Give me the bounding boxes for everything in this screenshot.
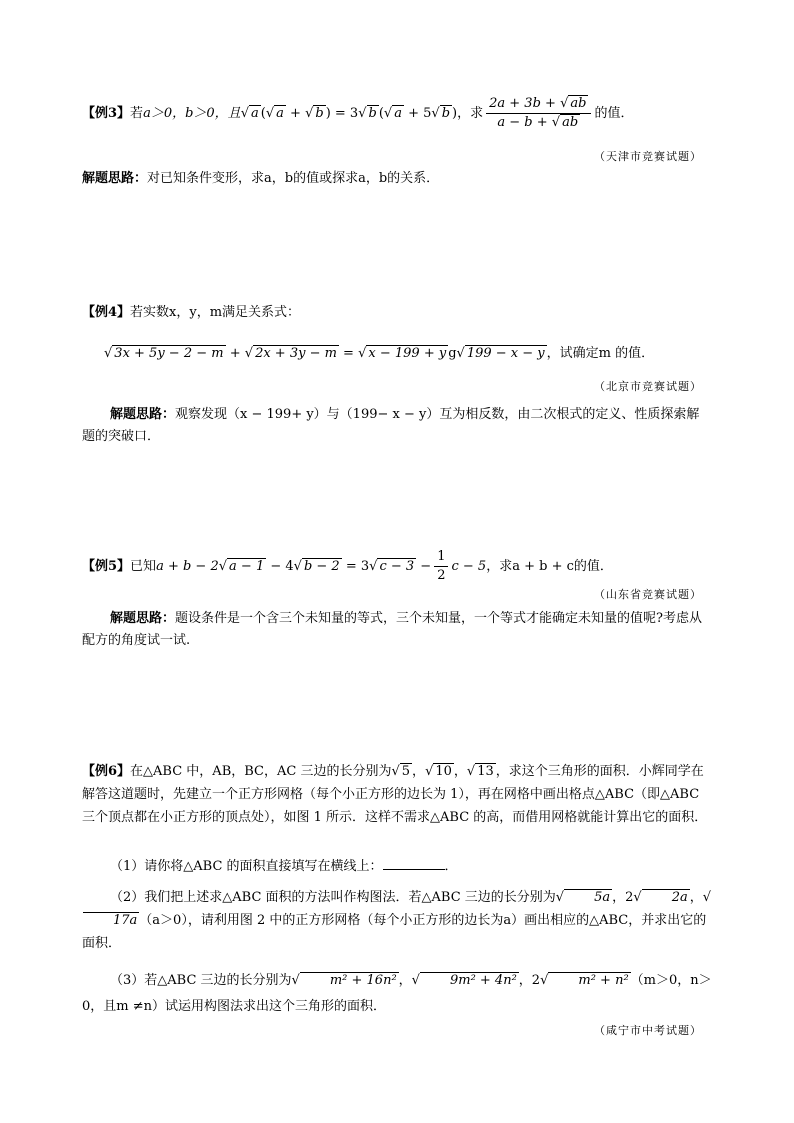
example-6-text-2: ，求这个三角形的面积．小辉同学在解答这道题时，先建立一个正方形网格（每个小正方形的边长为 1），再在网格中画出格点△ABC（即△ABC 三个顶点都在小正方形的顶点处），如图 1 所示．这样不需求△ABC 的高，而借用网格就能计算出它的面积．: [82, 764, 708, 825]
example-5-lead: 已知: [130, 559, 157, 574]
example-6-question-2: （2）我们把上述求△ABC 面积的方法叫作构图法．若△ABC 三边的长分别为√ 5a ，2√ 2a ，√17a （a＞0），请利用图 2 中的正方形网格（每个小正方形的边长为a）画出相应的△ABC，并求出它的面积．: [82, 890, 712, 951]
tail: 的值．: [594, 106, 634, 121]
sqrt-term-2: 2x + 3y − m: [255, 346, 337, 361]
fraction-denominator: 2: [437, 568, 446, 583]
sqrt-b-3: b: [441, 106, 451, 121]
fraction-numerator: 1: [434, 548, 448, 567]
product-dot: g: [448, 346, 457, 361]
q3-sep-2: ，2: [518, 973, 541, 988]
sqrt-10: 10: [435, 764, 452, 779]
term-2: − 4: [270, 559, 294, 574]
eq-mid: = 3: [334, 106, 359, 121]
sqrt-expr-3: m² + n²: [548, 972, 630, 989]
sqrt-term-3: x − 199 + y: [368, 346, 447, 361]
hint-label: 解题思路：: [110, 407, 176, 422]
example-3-label: 【例3】: [82, 106, 131, 121]
hint-label: 解题思路：: [110, 611, 176, 626]
example-6-statement: 【例6】在△ABC 中，AB，BC，AC 三边的长分别为√ 5 ，√ 10 ，√ 13 ，求这个三角形的面积．小辉同学在解答这道题时，先建立一个正方形网格（每个小正方形的边长为 1），再在网格中画出格点△ABC（即△ABC 三个顶点都在小正方形的顶点处），如图 1 所示．这样不需求△ABC 的高，而借用网格就能计算出它的面积．: [82, 764, 708, 825]
example-4-equation: √ 3x + 5y − 2 − m + √ 2x + 3y − m = √ x − 199 + y g√ 199 − x − y ，试确定m 的值．: [104, 346, 655, 361]
example-3-lead: 若: [130, 106, 144, 121]
sqrt-a-1: a − 1: [229, 559, 265, 574]
sqrt-b-2: b − 2: [303, 559, 340, 574]
example-4-intro: [82, 302, 712, 324]
sqrt-17a: 17a: [83, 912, 139, 929]
question-3-text-2: （m＞0，n＞0，且m ≠n）试运用构图法求出这个三角形的面积．: [82, 973, 712, 1014]
sqrt-5a: 5a: [564, 889, 612, 906]
example-3-statement: 【例3】若a＞0，b＞0，且√ a (√ a + √ b ) = 3√ b (√ a + 5√ b )，求 $\frac{2a + 3b + √ ab}{a - b + √ ab}$ 的值．: [82, 96, 634, 130]
sqrt-a-2: a: [276, 106, 284, 121]
half-fraction: [434, 548, 448, 585]
example-5-hint: [82, 608, 712, 652]
sqrt-b-2: b: [368, 106, 377, 121]
question-2-text-2: （a＞0），请利用图 2 中的正方形网格（每个小正方形的边长为a）画出相应的△ABC，并求出它的面积．: [82, 913, 707, 951]
example-4-source: （北京市竞赛试题）: [594, 380, 702, 393]
sqrt-a: a: [250, 106, 259, 121]
hint-text: 题设条件是一个含三个未知量的等式，三个未知量，一个等式才能确定未知量的值呢?考虑从配方的角度试一试.: [82, 611, 702, 648]
example-3-fraction: $\frac{2a + 3b + √ ab}{a - b + √ ab}$: [486, 95, 591, 132]
example-6-label: 【例6】: [82, 764, 131, 779]
fraction-numerator: 2a + 3b +: [489, 96, 561, 111]
example-4-label: 【例4】: [82, 305, 131, 320]
sqrt-expr-1: m² + 16n²: [300, 972, 399, 989]
sqrt-expr-2: 9m² + 4n²: [420, 972, 519, 989]
plus-5: + 5: [408, 106, 432, 121]
example-6-question-3: （3）若△ABC 三边的长分别为√ m² + 16n² ，√ 9m² + 4n² ，2√ m² + n² （m＞0，n＞0，且m ≠n）试运用构图法求出这个三角形的面积．: [82, 973, 712, 1014]
question-3-text-1: （3）若△ABC 三边的长分别为: [110, 973, 292, 988]
example-4-tail: ，试确定m 的值．: [546, 346, 655, 361]
sqrt-5: 5: [401, 764, 411, 779]
example-5-tail: ，求a + b + c的值．: [486, 559, 613, 574]
hint-text: 观察发现（x − 199+ y）与（199− x − y）互为相反数，由二次根式的定义、性质探索解题的突破口．: [82, 407, 700, 444]
example-3-condition: a＞0，b＞0，且: [143, 106, 241, 121]
example-5-statement: 【例5】已知a + b − 2√ a − 1 − 4√ b − 2 = 3√ c − 3 − $\frac{1}{2}$ c − 5，求a + b + c的值．: [82, 549, 613, 583]
example-5-label: 【例5】: [82, 559, 131, 574]
term-4: −: [420, 559, 432, 574]
q2-sep-2: ，: [689, 890, 703, 905]
hint-text: 对已知条件变形，求a，b的值或探求a，b的关系．: [147, 171, 440, 186]
question-2-text-1: （2）我们把上述求△ABC 面积的方法叫作构图法．若△ABC 三边的长分别为: [110, 890, 556, 905]
question-1-text: （1）请你将△ABC 的面积直接填写在横线上：: [110, 859, 383, 874]
q2-sep-1: ，2: [612, 890, 634, 905]
term-1: a + b − 2: [156, 559, 219, 574]
term-5: c − 5: [451, 559, 487, 574]
sqrt-13: 13: [477, 764, 494, 779]
example-6-source: （咸宁市中考试题）: [594, 1024, 702, 1037]
example-6-text-1: 在△ABC 中，AB，BC，AC 三边的长分别为: [130, 764, 392, 779]
question-1-end: ．: [444, 859, 458, 874]
example-5-source: （山东省竞赛试题）: [594, 588, 702, 601]
sqrt-c-3: c − 3: [379, 559, 415, 574]
sqrt-2a: 2a: [642, 889, 690, 906]
sqrt-ab: ab: [570, 96, 587, 111]
term-3: = 3: [345, 559, 370, 574]
q3-sep-1: ，: [398, 973, 412, 988]
fraction-denominator: a − b +: [497, 115, 552, 130]
sqrt-term-4: 199 − x − y: [466, 346, 545, 361]
sqrt-ab-2: ab: [562, 115, 579, 130]
hint-label: 解题思路：: [82, 171, 148, 186]
example-4-hint: [82, 404, 712, 448]
sqrt-b: b: [315, 106, 324, 121]
example-4-intro-text: 若实数x，y，m满足关系式：: [130, 305, 301, 320]
example-3-hint: [82, 168, 712, 190]
ask: ，求: [457, 106, 484, 121]
example-3-source: （天津市竞赛试题）: [594, 150, 702, 163]
sqrt-term-1: 3x + 5y − 2 − m: [114, 346, 224, 361]
sqrt-a-3: a: [394, 106, 402, 121]
example-6-question-1: [82, 855, 712, 878]
answer-blank[interactable]: [383, 855, 445, 870]
